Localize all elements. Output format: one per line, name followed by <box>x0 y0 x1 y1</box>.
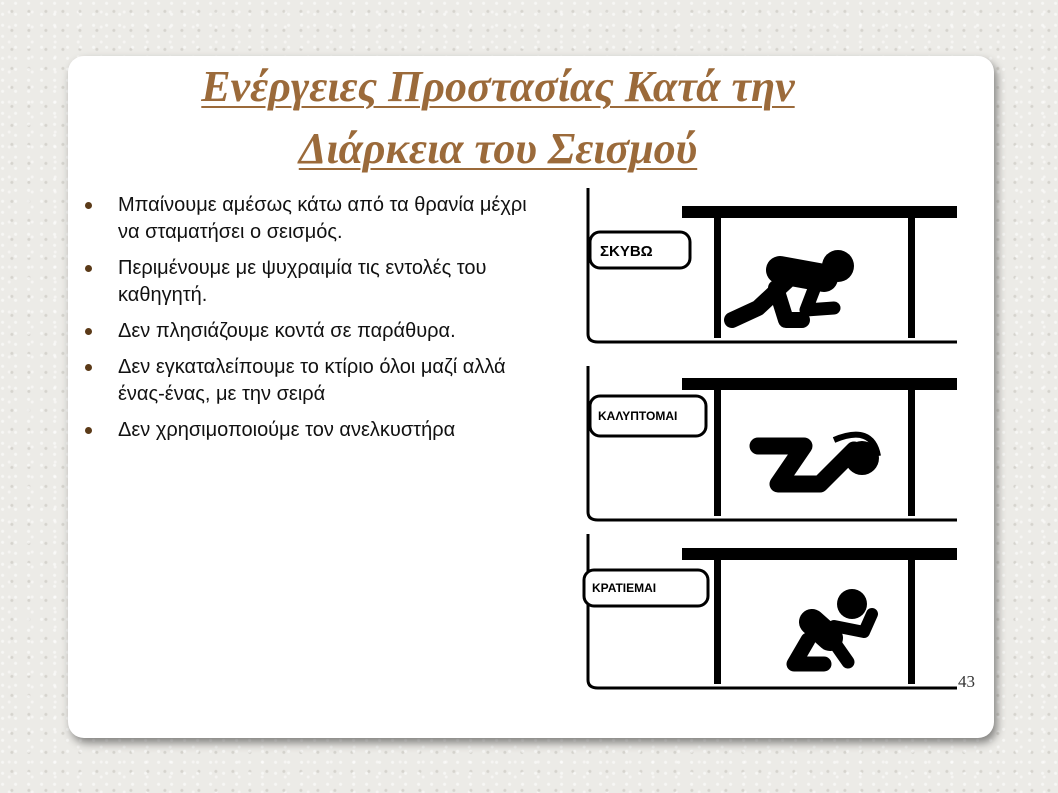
bullet-item <box>82 318 532 345</box>
slide-title-line-2: Διάρκεια του Σεισμού <box>298 124 698 173</box>
bullet-text: Μπαίνουμε αμέσως κάτω από τα θρανία μέχρι να σταματήσει ο σεισμός. <box>118 194 527 243</box>
bullet-text: Περιμένουμε με ψυχραιμία τις εντολές του καθηγητή. <box>118 257 487 306</box>
bullet-item <box>82 255 532 309</box>
panel-label-cover: ΚΑΛΥΠΤΟΜΑΙ <box>598 409 678 423</box>
panel-cover <box>572 362 957 522</box>
panel-label-hold: ΚΡΑΤΙΕΜΑΙ <box>592 581 657 595</box>
bullet-text: Δεν εγκαταλείπουμε το κτίριο όλοι μαζί αλλά ένας-ένας, με την σειρά <box>118 356 506 405</box>
panel-drop <box>572 184 957 344</box>
bullet-list <box>82 192 532 453</box>
bullet-dot-icon <box>85 364 92 371</box>
page-number: 43 <box>958 672 975 691</box>
bullet-item <box>82 192 532 246</box>
bullet-dot-icon <box>85 427 92 434</box>
slide-title <box>68 56 928 180</box>
panel-hold <box>572 530 957 690</box>
bullet-item <box>82 417 532 444</box>
bullet-dot-icon <box>85 202 92 209</box>
panel-label-drop: ΣΚΥΒΩ <box>600 243 653 260</box>
bullet-item <box>82 354 532 408</box>
earthquake-safety-figure <box>572 172 992 690</box>
bullet-dot-icon <box>85 265 92 272</box>
bullet-dot-icon <box>85 328 92 335</box>
bullet-text: Δεν πλησιάζουμε κοντά σε παράθυρα. <box>118 320 456 342</box>
slide-title-line-1: Ενέργειες Προστασίας Κατά την <box>201 62 795 111</box>
bullet-text: Δεν χρησιμοποιούμε τον ανελκυστήρα <box>118 419 456 441</box>
